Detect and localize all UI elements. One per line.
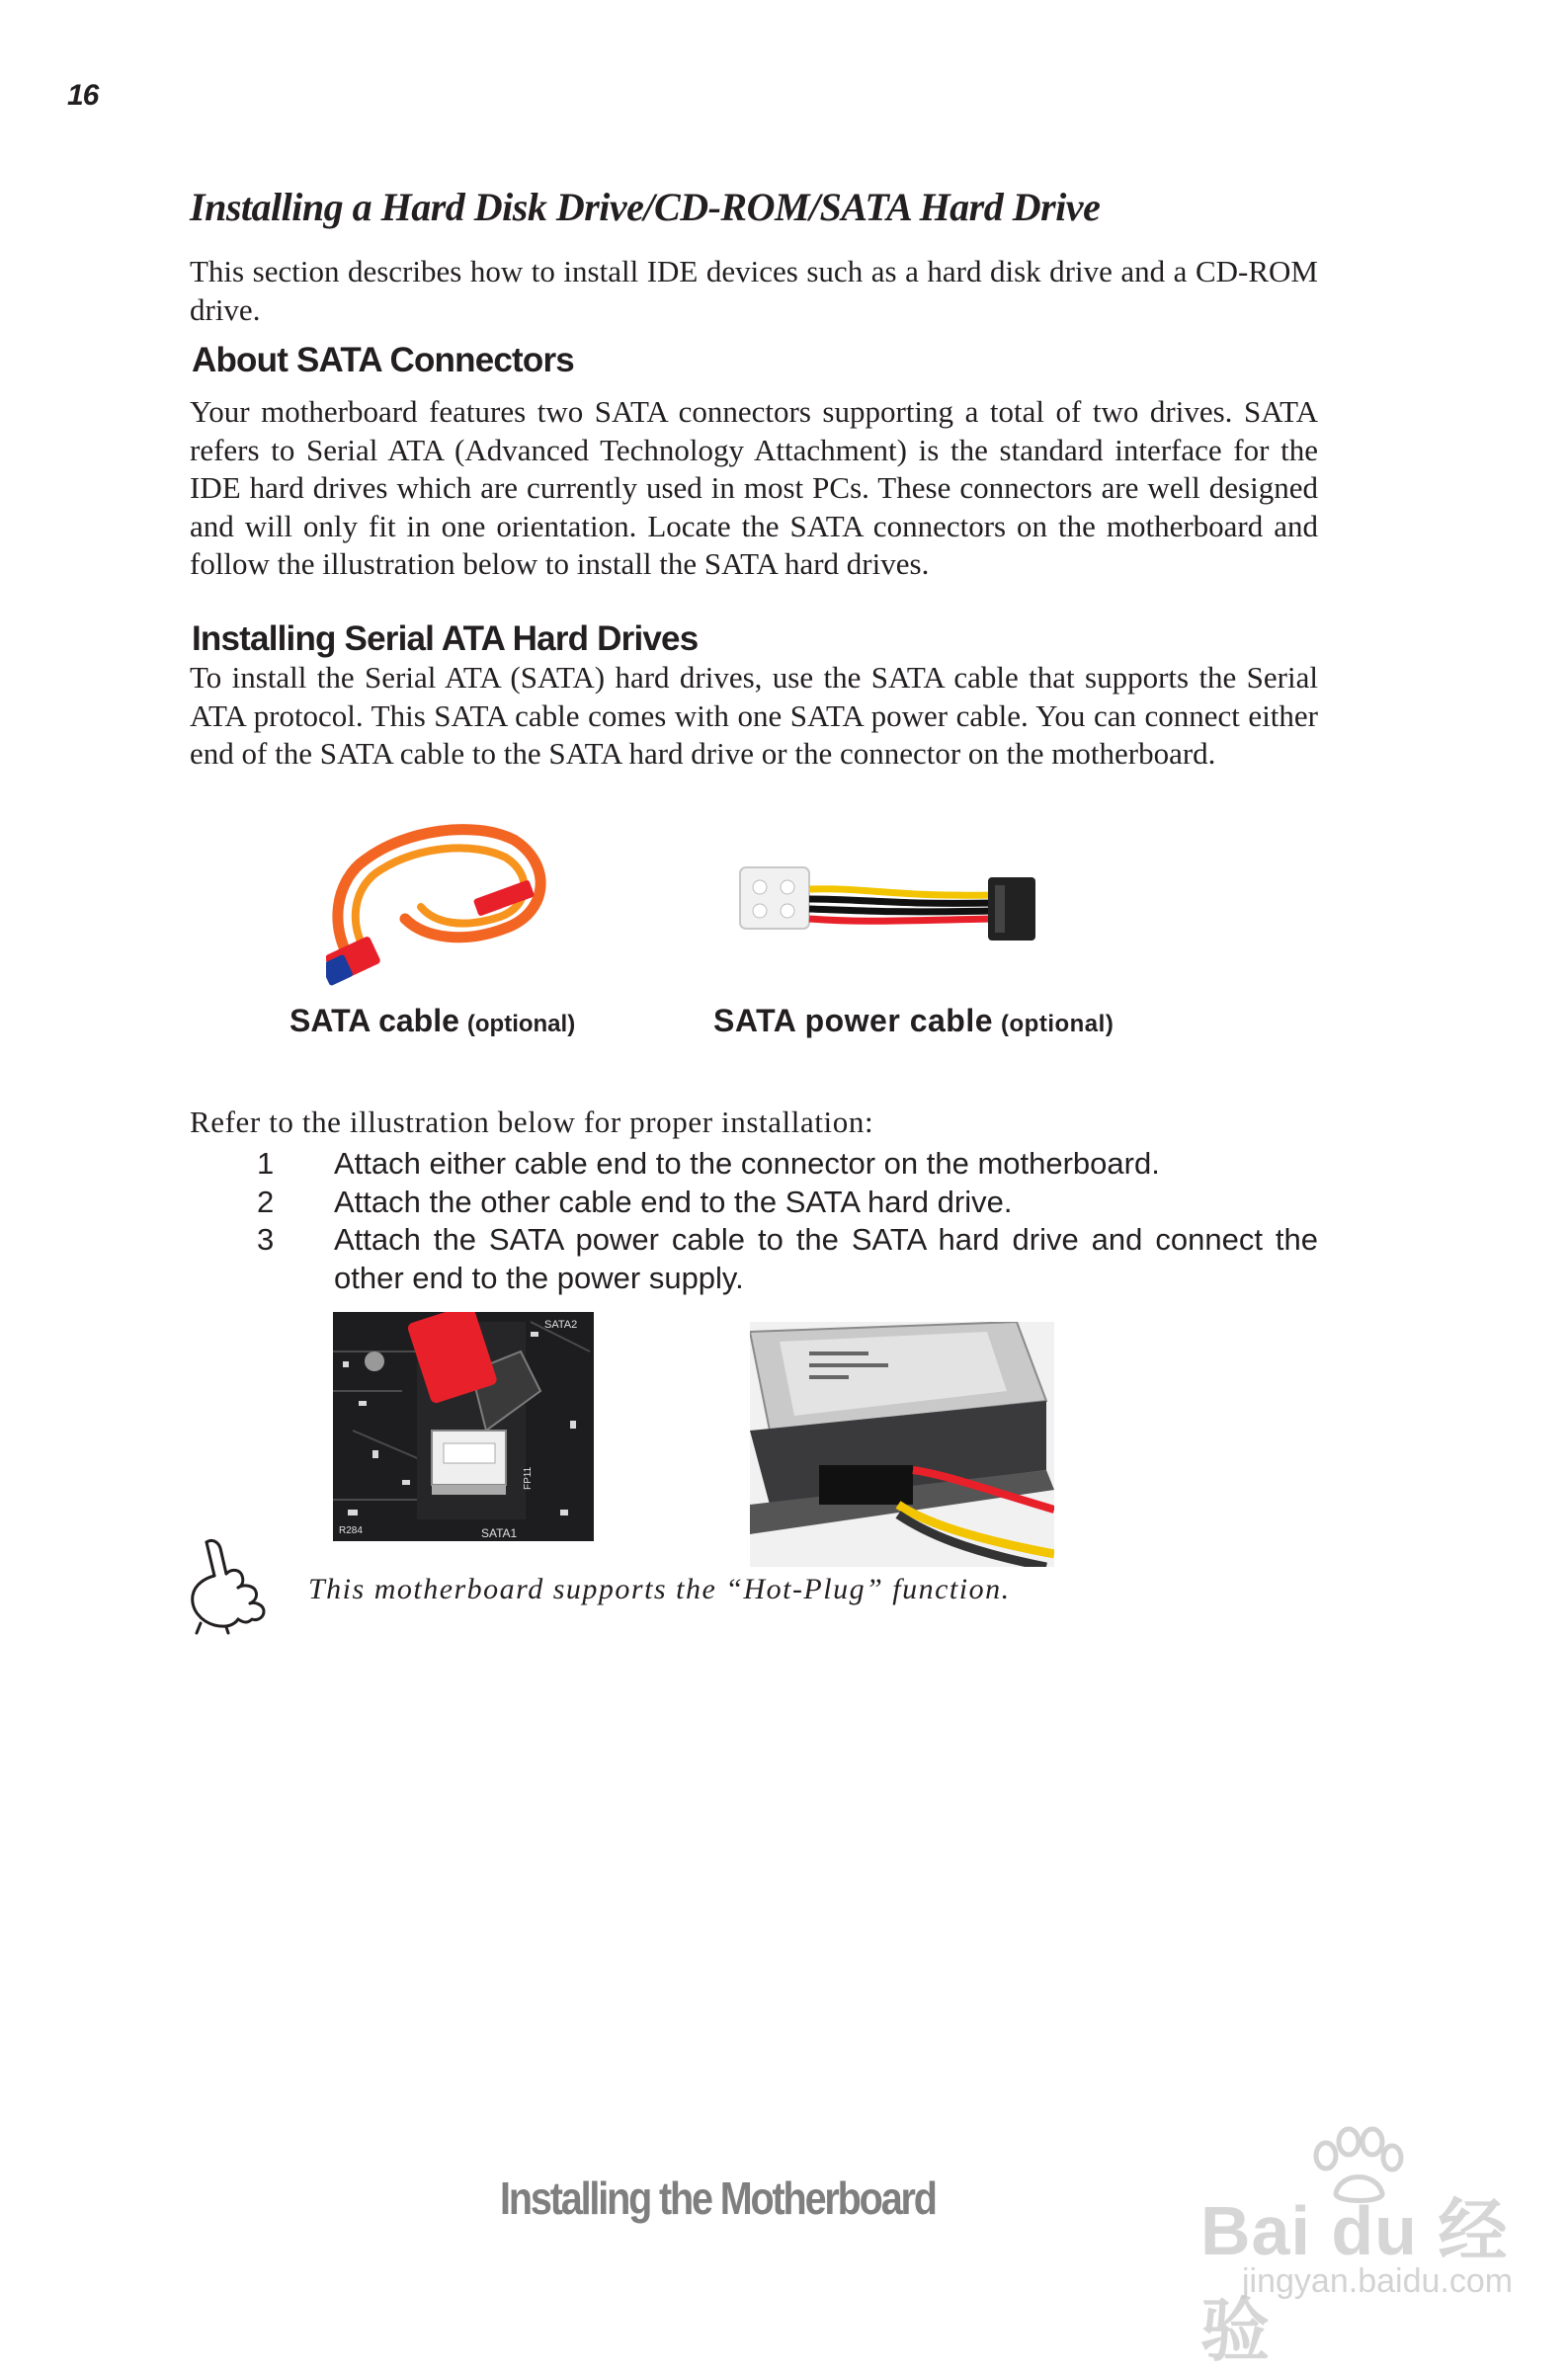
sata-cable-caption bbox=[289, 1003, 575, 1039]
step-item bbox=[190, 1184, 1318, 1222]
sata-cable-image bbox=[326, 820, 555, 990]
step-number: 1 bbox=[257, 1146, 275, 1181]
power-cable-note: (optional) bbox=[1001, 1011, 1114, 1037]
sata-cable-label: SATA cable bbox=[289, 1003, 459, 1038]
watermark-url: jingyan.baidu.com bbox=[1242, 2262, 1514, 2300]
about-body: Your motherboard features two SATA connectors supporting a total of two drives. SATA refers to Serial ATA (Advanced Technology Attachment) is the standard interface for the IDE hard drives which are currently used in most PCs. These connectors are well designed and will only fit in one orientation. Locate the SATA connectors on the motherboard and follow the illustration below to install the SATA hard drives. bbox=[190, 394, 1318, 581]
sata-power-cable-image bbox=[736, 858, 1042, 964]
step-number: 2 bbox=[257, 1184, 275, 1219]
installing-body: To install the Serial ATA (SATA) hard drives, use the SATA cable that supports the Serial ATA protocol. This SATA cable comes with one SATA power cable. You can connect either end of the SATA cable to the SATA hard drive or the connector on the motherboard. bbox=[190, 660, 1318, 771]
step-item bbox=[190, 1221, 1318, 1297]
sata-cable-note: (optional) bbox=[466, 1011, 576, 1037]
steps-list bbox=[190, 1145, 1318, 1297]
step-text: Attach the SATA power cable to the SATA hard drive and connect the other end to the power supply. bbox=[334, 1222, 1318, 1295]
pointing-hand-icon bbox=[187, 1534, 280, 1635]
sata2-label: SATA2 bbox=[544, 1319, 578, 1331]
hard-drive-photo bbox=[750, 1322, 1054, 1567]
sata1-label: SATA1 bbox=[481, 1526, 518, 1540]
fp11-label: FP11 bbox=[523, 1466, 534, 1490]
section-intro: This section describes how to install IDE devices such as a hard disk drive and a CD-ROM drive. bbox=[190, 254, 1318, 327]
watermark-brand: Bai du 经验 bbox=[1200, 2192, 1509, 2369]
installing-heading: Installing Serial ATA Hard Drives bbox=[192, 619, 699, 658]
hot-plug-note: This motherboard supports the “Hot-Plug” function. bbox=[308, 1573, 1011, 1605]
section-title: Installing a Hard Disk Drive/CD-ROM/SATA Hard Drive bbox=[190, 185, 1101, 229]
about-heading: About SATA Connectors bbox=[192, 341, 574, 379]
motherboard-photo bbox=[333, 1312, 594, 1541]
chapter-footer: Installing the Motherboard bbox=[500, 2172, 936, 2224]
refer-text: Refer to the illustration below for proper installation: bbox=[190, 1105, 874, 1139]
baidu-watermark bbox=[1153, 2124, 1528, 2369]
power-cable-label: SATA power cable bbox=[713, 1003, 994, 1038]
step-item bbox=[190, 1145, 1318, 1184]
step-text: Attach the other cable end to the SATA hard drive. bbox=[334, 1184, 1013, 1219]
step-number: 3 bbox=[257, 1222, 275, 1257]
step-text: Attach either cable end to the connector on the motherboard. bbox=[334, 1146, 1160, 1181]
power-cable-caption bbox=[713, 1003, 1114, 1039]
r284-label: R284 bbox=[339, 1525, 363, 1536]
page-number: 16 bbox=[67, 79, 99, 112]
